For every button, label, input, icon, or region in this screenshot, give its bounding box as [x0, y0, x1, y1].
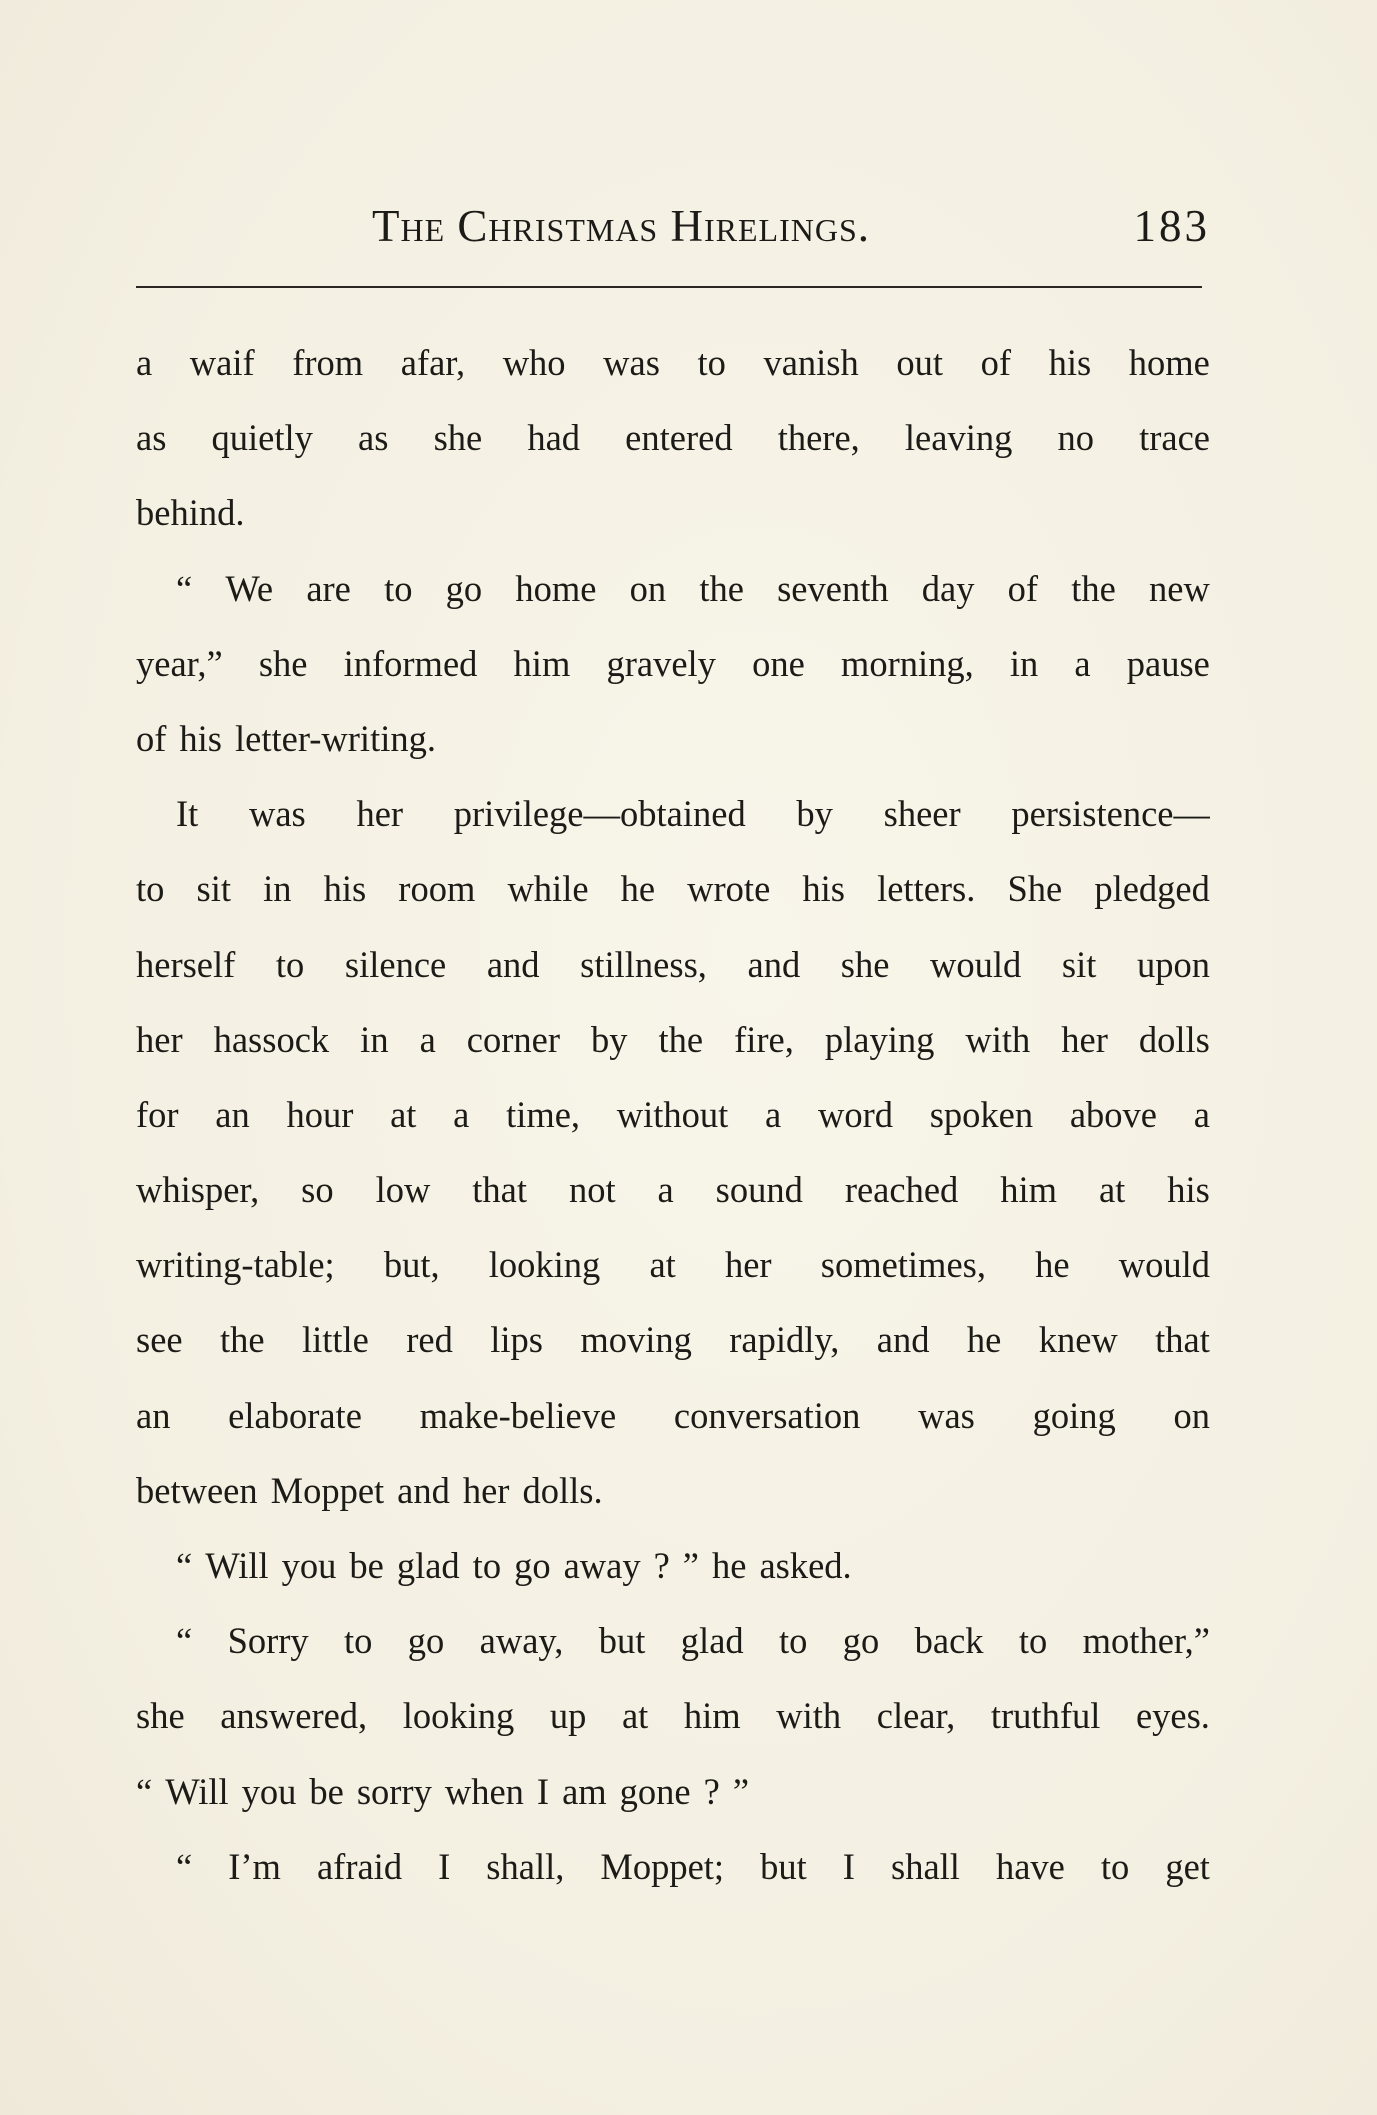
word: one [752, 642, 805, 684]
word: sit [196, 868, 231, 910]
header-rule [136, 286, 1202, 288]
word: at [649, 1244, 676, 1286]
text-line [136, 1754, 1210, 1829]
word: a [453, 1093, 470, 1135]
word: behind. [136, 492, 245, 534]
word: home [1128, 342, 1210, 383]
word: no [1057, 417, 1094, 459]
word: he [712, 1545, 747, 1586]
word: with [965, 1018, 1031, 1060]
word: the [1071, 567, 1116, 609]
word: back [914, 1620, 984, 1662]
word: go [514, 1545, 551, 1586]
word: home [515, 567, 597, 609]
word: glad [680, 1620, 744, 1662]
word: above [1069, 1093, 1157, 1135]
word: him [1000, 1169, 1058, 1211]
word: that [1155, 1319, 1210, 1361]
word: him [513, 642, 571, 684]
text-line [136, 1002, 1210, 1077]
word: corner [466, 1018, 560, 1060]
word: a [136, 342, 153, 383]
word: trace [1139, 417, 1210, 459]
word: her [462, 1469, 510, 1511]
word: go [842, 1620, 880, 1662]
word: on [629, 567, 667, 609]
word: on [1173, 1394, 1210, 1436]
word: you [241, 1770, 297, 1812]
word: not [568, 1169, 616, 1211]
word: as [136, 417, 167, 459]
word: shall [890, 1845, 960, 1887]
word: of [980, 342, 1011, 383]
word: his [1048, 342, 1092, 383]
word: with [776, 1695, 842, 1737]
word: ? [653, 1545, 670, 1586]
word: by [591, 1018, 628, 1060]
word: “ [176, 1545, 193, 1586]
text-line [136, 1678, 1210, 1753]
word: Moppet [270, 1469, 385, 1511]
text-line [136, 1829, 1210, 1904]
word: going [1032, 1394, 1116, 1436]
word: who [502, 342, 566, 383]
word: sorry [356, 1770, 432, 1812]
word: answered, [220, 1695, 368, 1737]
text-line [136, 626, 1210, 701]
word: there, [777, 417, 860, 459]
word: at [621, 1695, 649, 1737]
word: she [433, 417, 483, 459]
word: Will [205, 1545, 269, 1586]
body-text [136, 325, 1210, 1904]
word: herself [136, 943, 236, 985]
word: she [840, 943, 890, 985]
word: looking [488, 1244, 601, 1286]
word: and [397, 1469, 450, 1511]
text-line [136, 1603, 1210, 1678]
word: to [1100, 1845, 1130, 1887]
word: him [683, 1695, 741, 1737]
word: quietly [211, 417, 313, 459]
word: “ [176, 1620, 193, 1662]
word: a [419, 1018, 436, 1060]
word: I [536, 1770, 550, 1812]
word: her [136, 1018, 183, 1060]
word: She [1007, 868, 1063, 910]
word: ? [703, 1770, 720, 1812]
word: her [356, 793, 404, 835]
running-title: The Christmas Hirelings. [372, 201, 870, 251]
word: little [301, 1319, 369, 1361]
word: was [603, 342, 660, 383]
word: was [918, 1394, 975, 1436]
word: he [620, 868, 656, 910]
word: “ [136, 1770, 153, 1812]
word: writing-table; [136, 1244, 335, 1286]
word: for [136, 1093, 179, 1135]
word: dolls. [522, 1469, 603, 1511]
word: gone [619, 1770, 691, 1812]
word: to [136, 868, 165, 910]
word: knew [1038, 1319, 1118, 1361]
text-line [136, 1302, 1210, 1377]
word: so [301, 1169, 334, 1211]
word: seventh [777, 567, 889, 609]
word: elaborate [228, 1394, 362, 1436]
word: letters. [877, 868, 976, 910]
text-line [136, 701, 1210, 776]
word: low [375, 1169, 431, 1211]
word: letter-writing. [235, 717, 436, 759]
word: persistence— [1011, 793, 1210, 835]
word: while [507, 868, 589, 910]
word: Sorry [227, 1620, 309, 1662]
word: pause [1126, 642, 1210, 684]
word: room [398, 868, 476, 910]
word: “ [176, 1845, 193, 1887]
word: be [309, 1770, 344, 1812]
word: upon [1136, 943, 1210, 985]
word: ” [682, 1545, 699, 1586]
word: to [697, 342, 726, 383]
word: he [966, 1319, 1002, 1361]
word: his [1167, 1169, 1210, 1211]
word: of [136, 717, 167, 759]
word: away, [479, 1620, 564, 1662]
word: sit [1061, 943, 1097, 985]
word: and [876, 1319, 930, 1361]
word: a [657, 1169, 674, 1211]
word: had [527, 417, 581, 459]
word: year,” [136, 642, 223, 684]
word: day [921, 567, 975, 609]
word: a [765, 1093, 782, 1135]
text-line [136, 1227, 1210, 1302]
word: at [390, 1093, 417, 1135]
text-line [136, 1453, 1210, 1528]
word: clear, [876, 1695, 956, 1737]
word: informed [343, 642, 478, 684]
word: privilege—obtained [453, 793, 746, 835]
word: time, [506, 1093, 581, 1135]
word: be [349, 1545, 384, 1586]
word: out [896, 342, 943, 383]
word: leaving [904, 417, 1013, 459]
word: without [616, 1093, 729, 1135]
word: in [1009, 642, 1039, 684]
word: have [995, 1845, 1065, 1887]
word: in [263, 868, 292, 910]
word: would [930, 943, 1022, 985]
text-line [136, 927, 1210, 1002]
word: her [724, 1244, 772, 1286]
word: she [136, 1695, 185, 1737]
word: wrote [687, 868, 771, 910]
word: Will [165, 1770, 229, 1812]
word: I’m [228, 1845, 281, 1887]
text-line [136, 475, 1210, 550]
word: gravely [606, 642, 716, 684]
word: to [472, 1545, 502, 1586]
word: lips [490, 1319, 543, 1361]
word: stillness, [580, 943, 707, 985]
word: make-believe [419, 1394, 617, 1436]
word: hassock [213, 1018, 330, 1060]
word: asked. [759, 1545, 852, 1586]
word: would [1118, 1244, 1210, 1286]
word: from [292, 342, 364, 383]
page-number: 183 [1133, 201, 1210, 251]
text-line [136, 1077, 1210, 1152]
word: conversation [673, 1394, 861, 1436]
word: I [842, 1845, 855, 1887]
word: the [699, 567, 744, 609]
text-line [136, 1378, 1210, 1453]
word: are [306, 567, 351, 609]
word: hour [286, 1093, 354, 1135]
text-line [136, 776, 1210, 851]
word: go [445, 567, 483, 609]
word: playing [824, 1018, 935, 1060]
text-line [136, 551, 1210, 626]
word: red [406, 1319, 453, 1361]
word: his [802, 868, 845, 910]
word: to [384, 567, 413, 609]
word: and [486, 943, 540, 985]
word: an [215, 1093, 250, 1135]
word: but, [383, 1244, 440, 1286]
word: to [1018, 1620, 1048, 1662]
word: her [1061, 1018, 1108, 1060]
page-header [136, 196, 1210, 256]
word: away [563, 1545, 641, 1586]
word: sometimes, [820, 1244, 986, 1286]
word: but [760, 1845, 807, 1887]
word: a [1074, 642, 1091, 684]
word: afraid [316, 1845, 403, 1887]
word: sheer [883, 793, 961, 835]
word: you [281, 1545, 337, 1586]
word: looking [402, 1695, 515, 1737]
word: pledged [1094, 868, 1210, 910]
word: glad [396, 1545, 460, 1586]
word: that [472, 1169, 527, 1211]
word: to [275, 943, 305, 985]
word: “ [176, 567, 193, 609]
word: rapidly, [729, 1319, 840, 1361]
word: It [176, 793, 199, 835]
word: but [598, 1620, 646, 1662]
word: We [225, 567, 274, 609]
word: an [136, 1394, 171, 1436]
word: she [258, 642, 308, 684]
word: his [179, 717, 223, 759]
word: the [658, 1018, 704, 1060]
word: fire, [734, 1018, 794, 1060]
word: eyes. [1135, 1695, 1210, 1737]
word: by [796, 793, 833, 835]
word: sound [715, 1169, 803, 1211]
word: to [779, 1620, 808, 1662]
text-line [136, 851, 1210, 926]
word: in [360, 1018, 389, 1060]
word: shall, [486, 1845, 565, 1887]
word: truthful [990, 1695, 1101, 1737]
word: dolls [1138, 1018, 1210, 1060]
word: Moppet; [600, 1845, 725, 1887]
word: the [219, 1319, 265, 1361]
word: ” [732, 1770, 750, 1812]
word: reached [844, 1169, 959, 1211]
word: at [1098, 1169, 1126, 1211]
text-line [136, 325, 1210, 400]
word: new [1149, 567, 1210, 609]
word: morning, [840, 642, 974, 684]
word: when [444, 1770, 524, 1812]
word: his [323, 868, 367, 910]
word: get [1165, 1845, 1210, 1887]
text-line [136, 1528, 1210, 1603]
word: mother,” [1082, 1620, 1210, 1662]
word: and [747, 943, 801, 985]
word: between [136, 1469, 258, 1511]
word: as [358, 417, 389, 459]
word: was [249, 793, 306, 835]
word: spoken [929, 1093, 1034, 1135]
word: silence [344, 943, 447, 985]
word: up [549, 1695, 587, 1737]
text-line [136, 1152, 1210, 1227]
word: entered [625, 417, 733, 459]
word: afar, [400, 342, 466, 383]
word: word [817, 1093, 893, 1135]
word: moving [580, 1319, 692, 1361]
word: whisper, [136, 1169, 260, 1211]
word: a [1193, 1093, 1210, 1135]
word: see [136, 1319, 183, 1361]
word: go [407, 1620, 445, 1662]
word: to [344, 1620, 373, 1662]
word: he [1035, 1244, 1070, 1286]
word: waif [189, 342, 255, 383]
word: of [1007, 567, 1039, 609]
word: vanish [763, 342, 859, 383]
text-line [136, 400, 1210, 475]
word: am [562, 1770, 607, 1812]
word: I [438, 1845, 451, 1887]
